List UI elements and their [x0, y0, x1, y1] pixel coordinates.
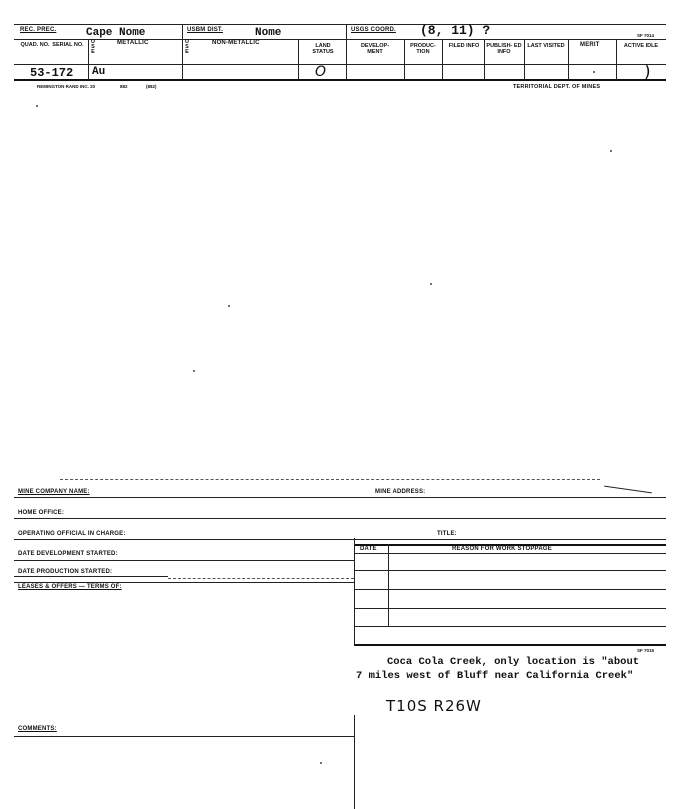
comments-label: COMMENTS: — [18, 726, 57, 732]
col-land-status: LAND STATUS — [312, 43, 334, 55]
rec-prec-label: REC. PREC. — [20, 27, 57, 33]
mine-company-name-label: MINE COMPANY NAME: — [18, 489, 90, 495]
date-development-label: DATE DEVELOPMENT STARTED: — [18, 551, 118, 557]
form-number: SF 7014 — [637, 33, 655, 38]
printer-code2: (882) — [146, 84, 157, 89]
leases-offers-label: LEASES & OFFERS — TERMS OF: — [18, 584, 122, 590]
form-number-2: SF 7015 — [637, 648, 655, 653]
mine-address-label: MINE ADDRESS: — [375, 489, 426, 495]
title-label: TITLE: — [437, 531, 457, 537]
col-production: PRODUC- TION — [410, 43, 436, 55]
usgs-coord-label: USGS COORD. — [351, 27, 396, 33]
col-use-nonmetallic: U S E — [185, 39, 189, 55]
department-label: TERRITORIAL DEPT. OF MINES — [513, 84, 601, 90]
usbm-dist-value: Nome — [255, 27, 282, 39]
col-merit: MERIT — [580, 42, 600, 48]
col-quad-no: QUAD. NO. — [20, 42, 50, 48]
rec-prec-value: Cape Nome — [86, 27, 146, 39]
usgs-coord-value: (8, 11) ? — [420, 23, 491, 38]
col-filed-info: FILED INFO — [448, 43, 480, 49]
col-metallic: METALLIC — [117, 40, 149, 46]
metallic-value: Au — [92, 66, 106, 78]
active-idle-value: ) — [644, 62, 652, 82]
col-last-visited: LAST VISITED — [527, 43, 565, 49]
reason-col-label: REASON FOR WORK STOPPAGE — [452, 546, 552, 552]
col-development: DEVELOP- MENT — [360, 43, 390, 55]
note-line-2: 7 miles west of Bluff near California Creek" — [356, 670, 634, 682]
note-line-1: Coca Cola Creek, only location is "about — [387, 656, 640, 668]
home-office-label: HOME OFFICE: — [18, 510, 65, 516]
quad-serial-value: 53-172 — [30, 66, 74, 80]
date-col-label: DATE — [360, 546, 377, 552]
usbm-dist-label: USBM DIST. — [187, 27, 224, 33]
land-status-value: O — [315, 64, 328, 80]
col-serial-no: SERIAL NO. — [52, 42, 84, 48]
col-non-metallic: NON-METALLIC — [212, 40, 260, 46]
printer-info: REMINGTON RAND INC. 20 — [37, 84, 96, 89]
operating-official-label: OPERATING OFFICIAL IN CHARGE: — [18, 531, 126, 537]
printer-code1: 882 — [120, 84, 128, 89]
col-published-info: PUBLISH- ED INFO — [486, 43, 522, 55]
col-active-idle: ACTIVE IDLE — [623, 43, 659, 49]
handwritten-township: T10S R26W — [386, 697, 482, 715]
date-production-label: DATE PRODUCTION STARTED: — [18, 569, 113, 575]
col-use-metallic: U S E — [91, 39, 95, 55]
